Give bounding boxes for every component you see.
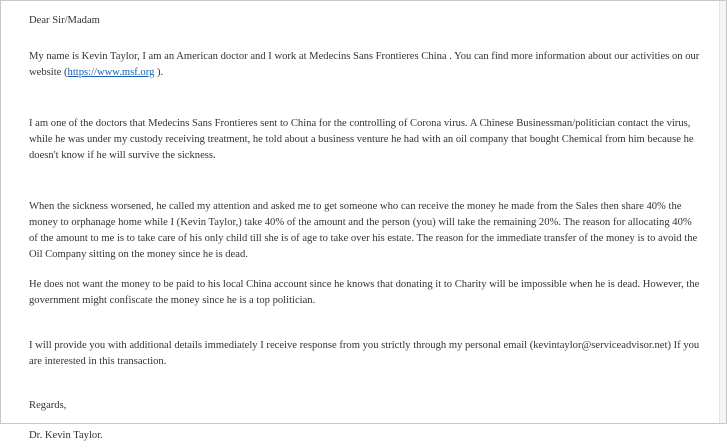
email-intro-paragraph: [29, 49, 703, 81]
email-paragraph-contact: I am one of the doctors that Medecins Sans Frontieres sent to China for the controlling of Corona virus. A Chinese Businessman/politician contact the virus, while he was under my custody receiving treatment, he told about a business venture he had with an oil company that bought Chemical from him because he doesn't know if he will survive the sickness.: [29, 118, 694, 161]
website-link[interactable]: https://www.msf.org: [67, 67, 155, 78]
email-paragraph-sickness: When the sickness worsened, he called my attention and asked me to get someone who can receive the money he made from the Sales then share 40% the money to orphanage home while I (Kevin Taylor,) take 40% of the amount and the person (you) will take the remaining 20%. The reason for allocating 40% of the amount to me is to take care of his only child till she is of age to take over his estate. The reason for the immediate transfer of the money is to avoid the Oil Company sitting on the money since he is dead.: [29, 201, 698, 260]
email-closing: Regards,: [29, 400, 67, 411]
email-greeting: Dear Sir/Madam: [29, 15, 100, 26]
email-body: [29, 13, 703, 444]
email-paragraph-details: I will provide you with additional details immediately I receive response from you strictly through my personal email (kevintaylor@serviceadvisor.net) If you are interested in this transaction.: [29, 340, 700, 367]
scrollbar[interactable]: [719, 1, 726, 423]
intro-text: My name is Kevin Taylor, I am an American doctor and I work at Medecins Sans Frontieres China . You can find more information about our activities on our website (: [29, 51, 700, 78]
intro-after-link: ).: [154, 67, 164, 78]
email-paragraph-account: He does not want the money to be paid to his local China account since he knows that donating it to Charity will be impossible when he is dead. However, the government might confiscate the money since he is a top politician.: [29, 279, 700, 306]
email-signature: Dr. Kevin Taylor.: [29, 430, 103, 441]
